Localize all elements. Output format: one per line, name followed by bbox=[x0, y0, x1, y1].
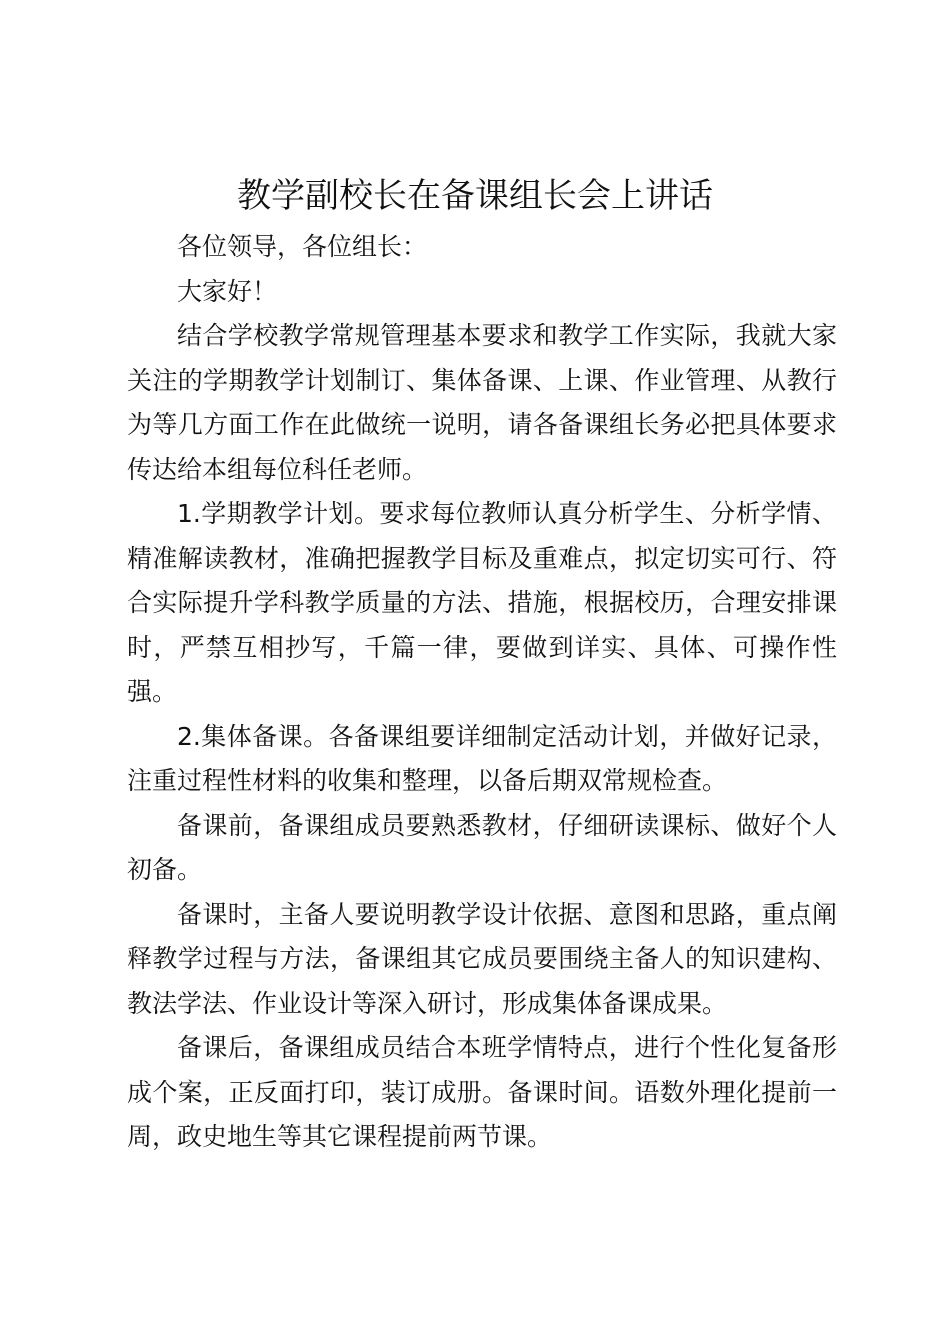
salutation-paragraph: 各位领导，各位组长： bbox=[177, 232, 428, 261]
section-collective-prep-paragraph: 2.集体备课。各备课组要详细制定活动计划，并做好记录，注重过程性材料的收集和整理，以备后期双常规检查。 bbox=[127, 721, 837, 795]
section-teaching-plan-paragraph: 1.学期教学计划。要求每位教师认真分析学生、分析学情、精准解读教材，准确把握教学目标及重难点，拟定切实可行、符合实际提升学科教学质量的方法、措施，根据校历，合理安排课时，严禁互相抄写，千篇一律，要做到详实、具体、可操作性强。 bbox=[127, 499, 837, 706]
after-prep-paragraph: 备课后，备课组成员结合本班学情特点，进行个性化复备形成个案，正反面打印，装订成册。备课时间。语数外理化提前一周，政史地生等其它课程提前两节课。 bbox=[127, 1033, 837, 1151]
document-body bbox=[127, 225, 837, 1160]
document-title: 教学副校长在备课组长会上讲话 bbox=[237, 176, 713, 216]
greeting-paragraph: 大家好！ bbox=[177, 276, 278, 306]
before-prep-paragraph: 备课前，备课组成员要熟悉教材，仔细研读课标、做好个人初备。 bbox=[127, 810, 837, 884]
intro-paragraph: 结合学校教学常规管理基本要求和教学工作实际，我就大家关注的学期教学计划制订、集体备课、上课、作业管理、从教行为等几方面工作在此做统一说明，请各备课组长务必把具体要求传达给本组每位科任老师。 bbox=[127, 321, 837, 484]
during-prep-paragraph: 备课时，主备人要说明教学设计依据、意图和思路，重点阐释教学过程与方法，备课组其它成员要围绕主备人的知识建构、教法学法、作业设计等深入研讨，形成集体备课成果。 bbox=[127, 899, 837, 1018]
